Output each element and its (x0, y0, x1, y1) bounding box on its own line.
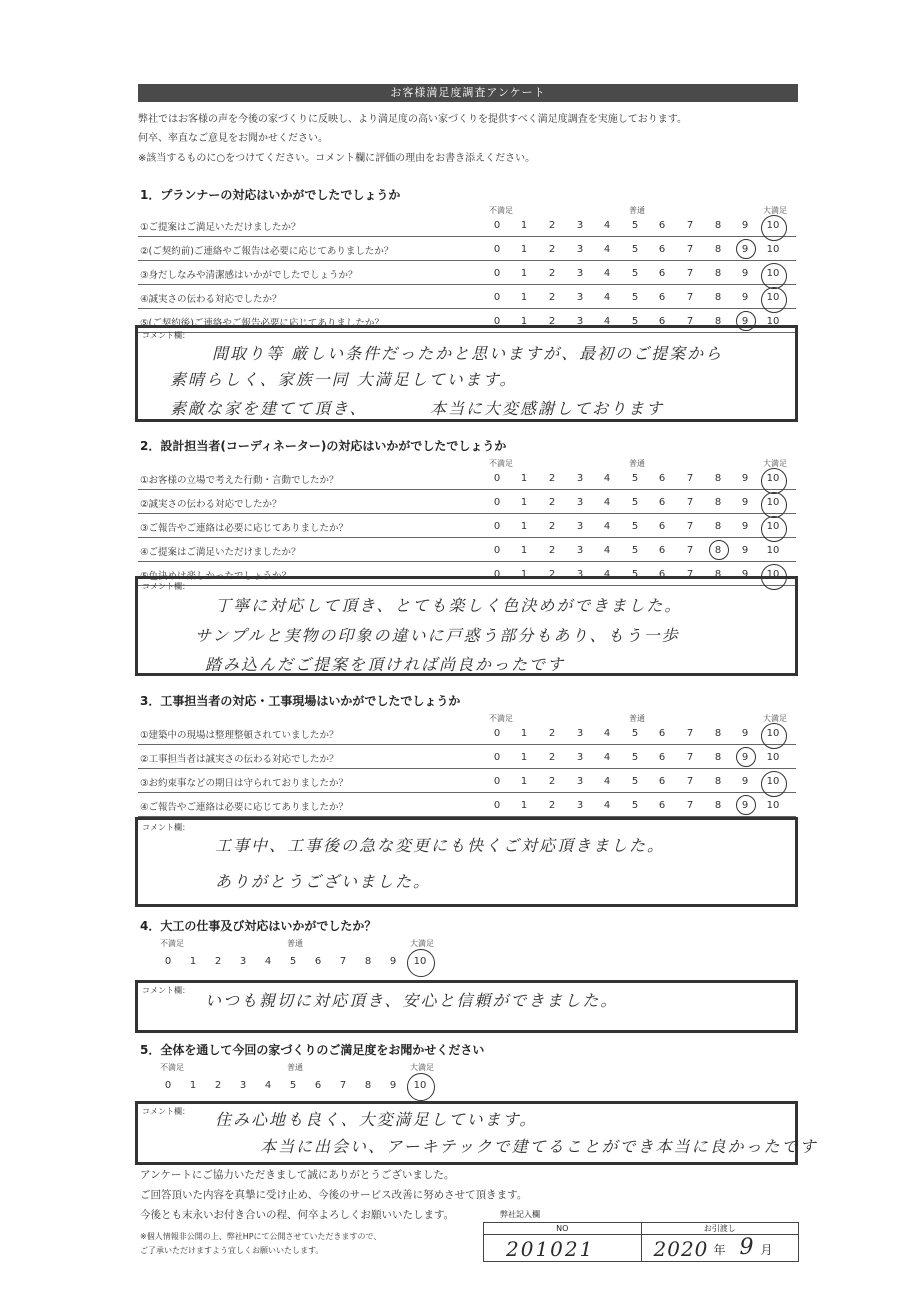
selected-rating-circle (761, 516, 787, 542)
rating-option[interactable]: 8 (714, 728, 722, 739)
handwritten-comment: 間取り等 厳しい条件だったかと思いますが、最初のご提案から (212, 344, 724, 363)
scale-low-label: 不満足 (489, 714, 513, 723)
rating-option[interactable]: 3 (576, 316, 584, 327)
handwritten-comment: ありがとうございました。 (215, 872, 432, 891)
rating-option[interactable]: 8 (364, 1080, 372, 1091)
rating-option[interactable]: 0 (493, 752, 501, 763)
scale-high-label: 大満足 (763, 459, 787, 468)
rating-option[interactable]: 6 (658, 728, 666, 739)
rating-option[interactable]: 8 (714, 569, 722, 580)
rating-option[interactable]: 2 (548, 728, 556, 739)
intro-line-2: 何卒、率直なご意見をお聞かせください。 (138, 133, 328, 144)
rating-option[interactable]: 8 (714, 521, 722, 532)
rating-option[interactable]: 8 (714, 545, 722, 556)
selected-rating-circle (736, 239, 756, 259)
scale-low-label: 不満足 (489, 459, 513, 468)
rating-option[interactable]: 10 (413, 956, 427, 967)
privacy-notice-2: ご了承いただけますよう宜しくお願いいたします。 (140, 1246, 324, 1255)
rating-option[interactable]: 3 (576, 728, 584, 739)
selected-rating-circle (736, 795, 756, 815)
rating-option[interactable]: 10 (766, 220, 780, 231)
rating-option[interactable]: 1 (520, 497, 528, 508)
rating-option[interactable]: 2 (548, 545, 556, 556)
rating-option[interactable]: 10 (766, 776, 780, 787)
scale-mid-label: 普通 (629, 714, 645, 723)
scale-low-label: 不満足 (160, 939, 184, 948)
rating-option[interactable]: 7 (686, 473, 694, 484)
handwritten-comment: 素晴らしく、家族一同 大満足しています。 (170, 370, 518, 389)
selected-rating-circle (761, 263, 787, 289)
rating-option[interactable]: 5 (631, 497, 639, 508)
rating-option[interactable]: 5 (631, 752, 639, 763)
rating-option[interactable]: 5 (631, 776, 639, 787)
rating-option[interactable]: 10 (766, 244, 780, 255)
footer-thanks: アンケートにご協力いただきまして誠にありがとうございました。 (140, 1169, 455, 1181)
rating-option[interactable]: 9 (741, 752, 749, 763)
rating-option[interactable]: 5 (631, 268, 639, 279)
handover-year-value: 2020 (653, 1237, 709, 1261)
scale-mid-label: 普通 (629, 206, 645, 215)
rating-option[interactable]: 9 (741, 473, 749, 484)
rating-option[interactable]: 1 (189, 1080, 197, 1091)
rating-option[interactable]: 2 (548, 752, 556, 763)
rating-option[interactable]: 4 (603, 752, 611, 763)
selected-rating-circle (761, 468, 787, 494)
rating-option[interactable]: 10 (766, 545, 780, 556)
rating-option[interactable]: 6 (658, 545, 666, 556)
rating-option[interactable]: 1 (189, 956, 197, 967)
rating-option[interactable]: 8 (714, 220, 722, 231)
rating-option[interactable]: 2 (548, 776, 556, 787)
comment-label: コメント欄： (142, 331, 190, 340)
rating-option[interactable]: 7 (339, 956, 347, 967)
rating-option[interactable]: 3 (576, 545, 584, 556)
rating-option[interactable]: 7 (686, 569, 694, 580)
rating-option[interactable]: 10 (413, 1080, 427, 1091)
rating-option[interactable]: 0 (493, 497, 501, 508)
question-text: ⑤(ご契約後)ご連絡やご報告必要に応じてありましたか？ (140, 318, 384, 329)
rating-option[interactable]: 8 (364, 956, 372, 967)
rating-option[interactable]: 0 (493, 220, 501, 231)
section-title: 3．工事担当者の対応・工事現場はいかがでしたでしょうか (140, 694, 461, 708)
rating-option[interactable]: 7 (686, 268, 694, 279)
rating-option[interactable]: 5 (289, 1080, 297, 1091)
question-text: ①建築中の現場は整理整頓されていましたか？ (140, 730, 339, 741)
rating-option[interactable]: 4 (603, 316, 611, 327)
handover-month-unit: 月 (760, 1243, 773, 1257)
rating-option[interactable]: 10 (766, 497, 780, 508)
question-text: ①ご提案はご満足いただけましたか？ (140, 222, 301, 233)
handwritten-comment: サンプルと実物の印象の違いに戸惑う部分もあり、もう一歩 (195, 626, 680, 645)
rating-option[interactable]: 4 (603, 800, 611, 811)
rating-option[interactable]: 2 (548, 220, 556, 231)
handwritten-comment: 工事中、工事後の急な変更にも快くご対応頂きました。 (215, 836, 666, 855)
rating-option[interactable]: 7 (686, 800, 694, 811)
scale-mid-label: 普通 (287, 1063, 303, 1072)
handwritten-comment: 本当に出会い、アーキテックで建てることができ本当に良かったです (260, 1137, 818, 1156)
rating-option[interactable]: 0 (164, 1080, 172, 1091)
rating-option[interactable]: 1 (520, 569, 528, 580)
rating-option[interactable]: 3 (576, 752, 584, 763)
rating-option[interactable]: 0 (164, 956, 172, 967)
rating-option[interactable]: 4 (603, 569, 611, 580)
rating-option[interactable]: 6 (658, 268, 666, 279)
section-title: 1．プランナーの対応はいかがでしたでしょうか (140, 188, 401, 202)
rating-option[interactable]: 2 (548, 268, 556, 279)
rating-option[interactable]: 9 (741, 521, 749, 532)
rating-option[interactable]: 2 (548, 569, 556, 580)
rating-option[interactable]: 6 (658, 497, 666, 508)
rating-option[interactable]: 10 (766, 728, 780, 739)
scale-low-label: 不満足 (489, 206, 513, 215)
rating-option[interactable]: 5 (631, 292, 639, 303)
handover-year-unit: 年 (713, 1243, 726, 1257)
selected-rating-circle (407, 949, 435, 977)
rating-option[interactable]: 4 (603, 244, 611, 255)
rating-option[interactable]: 3 (576, 521, 584, 532)
rating-option[interactable]: 5 (631, 316, 639, 327)
rating-option[interactable]: 0 (493, 776, 501, 787)
section-title: 2．設計担当者(コーディネーター)の対応はいかがでしたでしょうか (140, 439, 507, 453)
rating-option[interactable]: 4 (603, 545, 611, 556)
rating-option[interactable]: 9 (741, 268, 749, 279)
rating-option[interactable]: 5 (631, 244, 639, 255)
rating-option[interactable]: 8 (714, 497, 722, 508)
comment-box[interactable] (135, 817, 798, 907)
question-text: ②工事担当者は誠実さの伝わる対応でしたか？ (140, 754, 339, 765)
rating-option[interactable]: 9 (741, 545, 749, 556)
rating-option[interactable]: 10 (766, 268, 780, 279)
rating-option[interactable]: 1 (520, 244, 528, 255)
handwritten-comment: 素敵な家を建てて頂き、 (170, 399, 368, 418)
rating-option[interactable]: 3 (576, 220, 584, 231)
rating-option[interactable]: 0 (493, 244, 501, 255)
rating-option[interactable]: 8 (714, 244, 722, 255)
rating-option[interactable]: 5 (631, 473, 639, 484)
rating-option[interactable]: 7 (686, 497, 694, 508)
rating-option[interactable]: 9 (741, 800, 749, 811)
rating-option[interactable]: 6 (658, 316, 666, 327)
rating-option[interactable]: 3 (576, 497, 584, 508)
rating-option[interactable]: 5 (631, 728, 639, 739)
rating-option[interactable]: 8 (714, 473, 722, 484)
question-text: ⑤色決めは楽しかったでしょうか？ (140, 571, 292, 582)
rating-option[interactable]: 0 (493, 800, 501, 811)
survey-title: お客様満足度調査アンケート (138, 84, 798, 102)
scale-high-label: 大満足 (410, 939, 434, 948)
scale-low-label: 不満足 (160, 1063, 184, 1072)
section-title: 4．大工の仕事及び対応はいかがでしたか？ (140, 919, 377, 933)
rating-option[interactable]: 6 (658, 521, 666, 532)
rating-option[interactable]: 4 (603, 728, 611, 739)
rating-option[interactable]: 7 (686, 545, 694, 556)
rating-option[interactable]: 9 (741, 776, 749, 787)
office-use-label: 弊社記入欄 (500, 1210, 540, 1219)
rating-option[interactable]: 8 (714, 268, 722, 279)
rating-option[interactable]: 0 (493, 545, 501, 556)
selected-rating-circle (761, 215, 787, 241)
rating-option[interactable]: 4 (603, 268, 611, 279)
rating-option[interactable]: 7 (686, 776, 694, 787)
rating-option[interactable]: 10 (766, 521, 780, 532)
rating-option[interactable]: 5 (631, 521, 639, 532)
handwritten-comment: 踏み込んだご提案を頂ければ尚良かったです (205, 655, 566, 674)
rating-option[interactable]: 10 (766, 316, 780, 327)
question-text: ①お客様の立場で考えた行動・言動でしたか？ (140, 475, 339, 486)
rating-option[interactable]: 2 (548, 800, 556, 811)
rating-option[interactable]: 7 (686, 728, 694, 739)
scale-mid-label: 普通 (287, 939, 303, 948)
scale-mid-label: 普通 (629, 459, 645, 468)
scale-high-label: 大満足 (763, 714, 787, 723)
rating-option[interactable]: 4 (603, 776, 611, 787)
rating-option[interactable]: 5 (289, 956, 297, 967)
rating-option[interactable]: 6 (658, 220, 666, 231)
rating-option[interactable]: 10 (766, 292, 780, 303)
comment-label: コメント欄： (142, 582, 190, 591)
rating-option[interactable]: 0 (493, 521, 501, 532)
rating-option[interactable]: 3 (576, 800, 584, 811)
rating-option[interactable]: 8 (714, 800, 722, 811)
rating-option[interactable]: 4 (603, 292, 611, 303)
rating-option[interactable]: 3 (576, 268, 584, 279)
rating-option[interactable]: 1 (520, 521, 528, 532)
rating-option[interactable]: 6 (658, 473, 666, 484)
scale-high-label: 大満足 (410, 1063, 434, 1072)
rating-option[interactable]: 6 (658, 800, 666, 811)
rating-option[interactable]: 9 (741, 728, 749, 739)
rating-option[interactable]: 7 (686, 292, 694, 303)
selected-rating-circle (761, 723, 787, 749)
rating-option[interactable]: 10 (766, 473, 780, 484)
rating-option[interactable]: 9 (389, 956, 397, 967)
footer-improve: ご回答頂いた内容を真摯に受け止め、今後のサービス改善に努めさせて頂きます。 (140, 1189, 528, 1201)
rating-option[interactable]: 0 (493, 728, 501, 739)
rating-option[interactable]: 7 (686, 316, 694, 327)
rating-option[interactable]: 4 (264, 1080, 272, 1091)
rating-option[interactable]: 2 (548, 497, 556, 508)
rating-option[interactable]: 9 (741, 244, 749, 255)
rating-option[interactable]: 6 (314, 956, 322, 967)
handwritten-comment: 本当に大変感謝しております (430, 399, 665, 418)
intro-line-1: 弊社ではお客様の声を今後の家づくりに反映し、より満足度の高い家づくりを提供すべく満足度調査を実施しております。 (138, 114, 687, 125)
rating-option[interactable]: 2 (548, 473, 556, 484)
question-text: ③身だしなみや清潔感はいかがでしたでしょうか？ (140, 270, 358, 281)
rating-option[interactable]: 4 (264, 956, 272, 967)
rating-option[interactable]: 6 (658, 776, 666, 787)
rating-option[interactable]: 1 (520, 776, 528, 787)
rating-option[interactable]: 3 (239, 956, 247, 967)
rating-option[interactable]: 0 (493, 569, 501, 580)
rating-option[interactable]: 4 (603, 473, 611, 484)
rating-option[interactable]: 9 (389, 1080, 397, 1091)
rating-option[interactable]: 6 (658, 292, 666, 303)
rating-option[interactable]: 5 (631, 569, 639, 580)
selected-rating-circle (761, 492, 787, 518)
office-no-value: 201021 (506, 1237, 595, 1261)
rating-option[interactable]: 7 (686, 521, 694, 532)
rating-option[interactable]: 0 (493, 292, 501, 303)
selected-rating-circle (761, 771, 787, 797)
rating-option[interactable]: 10 (766, 752, 780, 763)
rating-option[interactable]: 3 (576, 244, 584, 255)
rating-option[interactable]: 3 (576, 292, 584, 303)
rating-option[interactable]: 1 (520, 316, 528, 327)
question-text: ②誠実さの伝わる対応でしたか？ (140, 499, 282, 510)
rating-option[interactable]: 7 (686, 752, 694, 763)
rating-option[interactable]: 1 (520, 728, 528, 739)
rating-option[interactable]: 7 (686, 244, 694, 255)
rating-option[interactable]: 9 (741, 569, 749, 580)
question-text: ④ご提案はご満足いただけましたか？ (140, 547, 301, 558)
rating-option[interactable]: 10 (766, 800, 780, 811)
intro-line-3: ※該当するものに○をつけてください。コメント欄に評価の理由をお書き添えください。 (138, 153, 536, 164)
rating-option[interactable]: 9 (741, 316, 749, 327)
rating-option[interactable]: 6 (314, 1080, 322, 1091)
rating-option[interactable]: 2 (548, 316, 556, 327)
handwritten-comment: 丁寧に対応して頂き、とても楽しく色決めができました。 (215, 596, 683, 615)
rating-option[interactable]: 2 (548, 521, 556, 532)
question-text: ②(ご契約前)ご連絡やご報告は必要に応じてありましたか？ (140, 246, 394, 257)
rating-option[interactable]: 2 (214, 956, 222, 967)
rating-option[interactable]: 4 (603, 497, 611, 508)
rating-option[interactable]: 1 (520, 473, 528, 484)
selected-rating-circle (761, 287, 787, 313)
question-text: ④誠実さの伝わる対応でしたか？ (140, 294, 282, 305)
selected-rating-circle (407, 1073, 435, 1101)
office-use-table (483, 1222, 799, 1262)
question-text: ④ご報告やご連絡は必要に応じてありましたか？ (140, 802, 349, 813)
rating-option[interactable]: 3 (239, 1080, 247, 1091)
rating-option[interactable]: 2 (548, 292, 556, 303)
rating-option[interactable]: 8 (714, 752, 722, 763)
comment-label: コメント欄： (142, 1107, 190, 1116)
rating-option[interactable]: 7 (339, 1080, 347, 1091)
handwritten-comment: いつも親切に対応頂き、安心と信頼ができました。 (205, 991, 619, 1010)
rating-option[interactable]: 0 (493, 473, 501, 484)
rating-option[interactable]: 4 (603, 220, 611, 231)
rating-option[interactable]: 0 (493, 316, 501, 327)
office-handover-header: お引渡し (703, 1224, 736, 1233)
scale-high-label: 大満足 (763, 206, 787, 215)
rating-option[interactable]: 3 (576, 569, 584, 580)
comment-label: コメント欄： (142, 823, 190, 832)
selected-rating-circle (736, 747, 756, 767)
rating-option[interactable]: 2 (548, 244, 556, 255)
rating-option[interactable]: 8 (714, 316, 722, 327)
rating-option[interactable]: 8 (714, 776, 722, 787)
rating-option[interactable]: 7 (686, 220, 694, 231)
section-title: 5．全体を通して今回の家づくりのご満足度をお聞かせください (140, 1043, 485, 1057)
rating-option[interactable]: 1 (520, 292, 528, 303)
rating-option[interactable]: 1 (520, 800, 528, 811)
handover-month-value: 9 (739, 1235, 754, 1260)
rating-option[interactable]: 3 (576, 776, 584, 787)
rating-option[interactable]: 3 (576, 473, 584, 484)
rating-option[interactable]: 1 (520, 752, 528, 763)
privacy-notice-1: ※個人情報非公開の上、弊社HPにて公開させていただきますので、 (140, 1232, 382, 1241)
rating-option[interactable]: 2 (214, 1080, 222, 1091)
selected-rating-circle (709, 540, 729, 560)
question-text: ③お約束事などの期日は守られておりましたか？ (140, 778, 349, 789)
rating-option[interactable]: 9 (741, 497, 749, 508)
comment-label: コメント欄： (142, 986, 190, 995)
rating-option[interactable]: 8 (714, 292, 722, 303)
rating-option[interactable]: 10 (766, 569, 780, 580)
rating-option[interactable]: 6 (658, 752, 666, 763)
rating-option[interactable]: 6 (658, 244, 666, 255)
rating-option[interactable]: 5 (631, 220, 639, 231)
rating-option[interactable]: 5 (631, 800, 639, 811)
rating-option[interactable]: 4 (603, 521, 611, 532)
rating-option[interactable]: 6 (658, 569, 666, 580)
question-text: ③ご報告やご連絡は必要に応じてありましたか？ (140, 523, 349, 534)
handwritten-comment: 住み心地も良く、大変満足しています。 (215, 1110, 538, 1129)
rating-option[interactable]: 9 (741, 220, 749, 231)
rating-option[interactable]: 5 (631, 545, 639, 556)
footer-regards: 今後とも末永いお付き合いの程、何卒よろしくお願いいたします。 (140, 1209, 455, 1221)
rating-option[interactable]: 9 (741, 292, 749, 303)
rating-option[interactable]: 1 (520, 545, 528, 556)
rating-option[interactable]: 1 (520, 268, 528, 279)
office-no-header: NO (484, 1223, 642, 1234)
rating-option[interactable]: 1 (520, 220, 528, 231)
rating-option[interactable]: 0 (493, 268, 501, 279)
